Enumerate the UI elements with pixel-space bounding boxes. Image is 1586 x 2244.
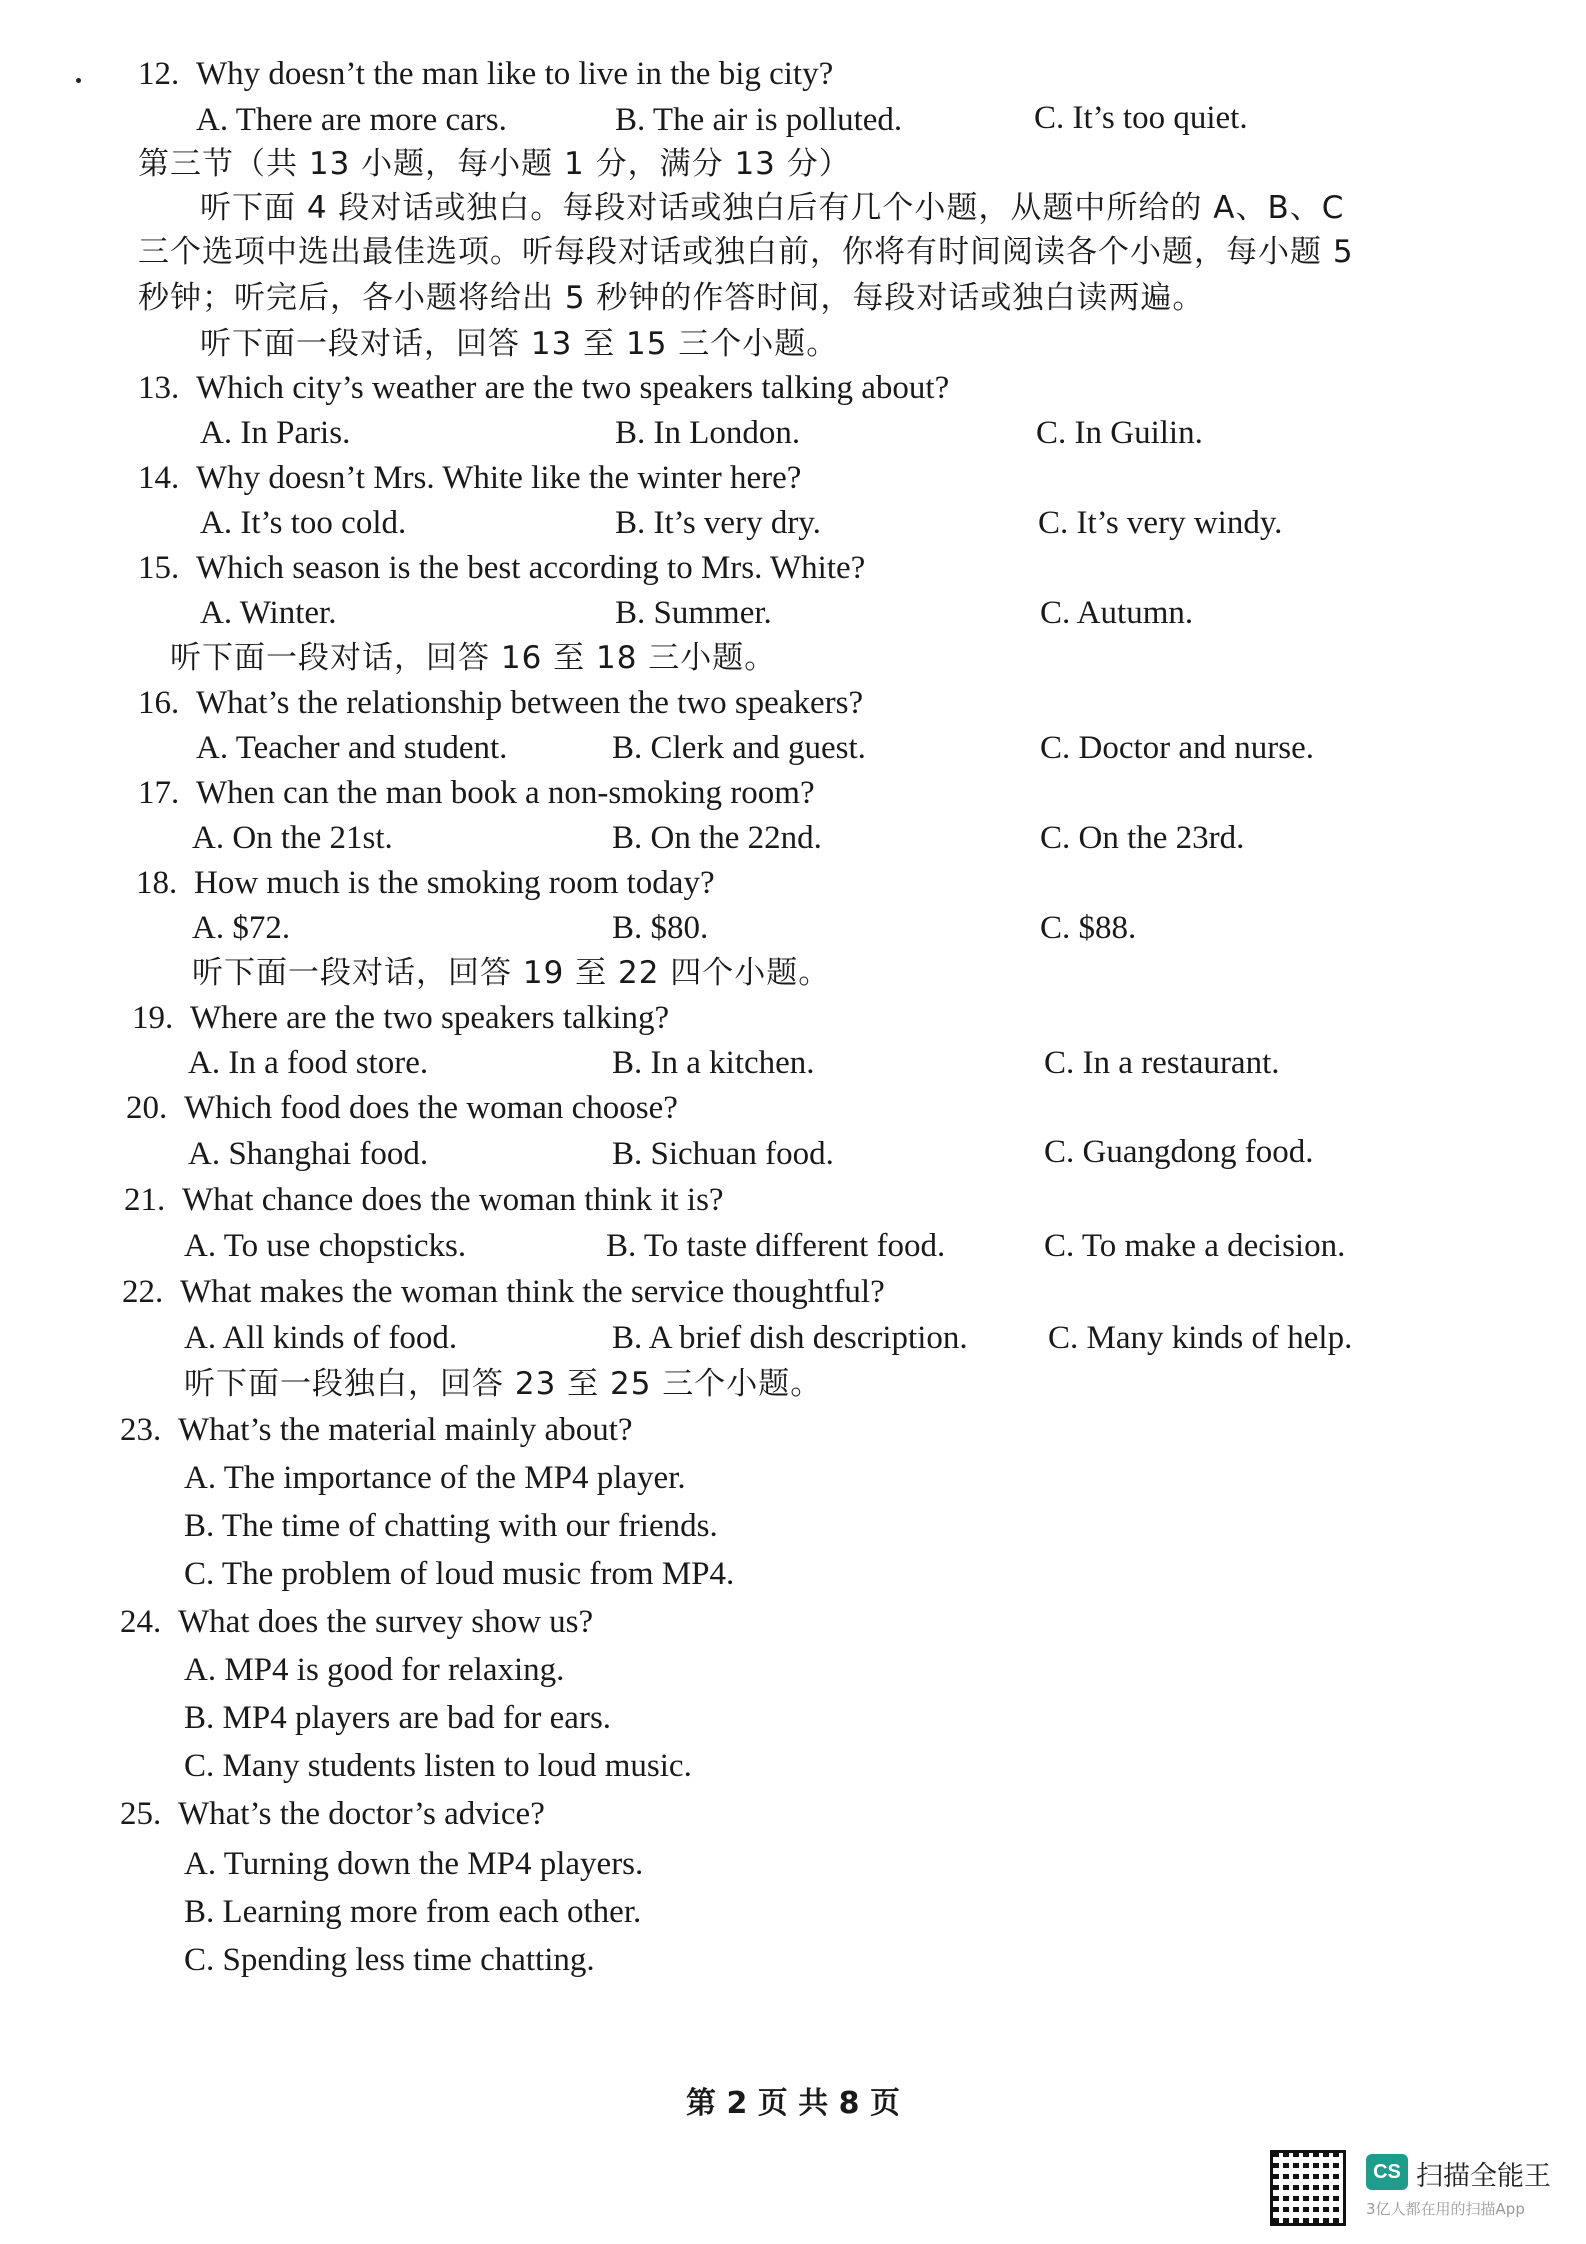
- group-heading-2: 听下面一段对话，回答 16 至 18 三小题。: [170, 640, 777, 676]
- option-12b: B. The air is polluted.: [615, 102, 903, 138]
- option-19a: A. In a food store.: [188, 1045, 429, 1081]
- watermark-brand: 扫描全能王: [1416, 2161, 1551, 2192]
- option-13b: B. In London.: [615, 415, 801, 451]
- question-24: 24. What does the survey show us?: [120, 1604, 594, 1640]
- group-heading-3: 听下面一段对话，回答 19 至 22 四个小题。: [192, 955, 831, 991]
- option-12a: A. There are more cars.: [196, 102, 507, 138]
- option-22c: C. Many kinds of help.: [1048, 1320, 1353, 1356]
- option-15b: B. Summer.: [615, 595, 772, 631]
- option-21a: A. To use chopsticks.: [184, 1228, 467, 1264]
- question-14: 14. Why doesn’t Mrs. White like the winter here?: [138, 460, 802, 496]
- option-17a: A. On the 21st.: [192, 820, 393, 856]
- option-16a: A. Teacher and student.: [196, 730, 508, 766]
- option-20b: B. Sichuan food.: [612, 1136, 834, 1172]
- option-24a: A. MP4 is good for relaxing.: [184, 1652, 565, 1688]
- question-17: 17. When can the man book a non-smoking room?: [138, 775, 815, 811]
- option-22b: B. A brief dish description.: [612, 1320, 968, 1356]
- option-17c: C. On the 23rd.: [1040, 820, 1245, 856]
- question-12: 12. Why doesn’t the man like to live in the big city?: [138, 56, 834, 92]
- option-24b: B. MP4 players are bad for ears.: [184, 1700, 612, 1736]
- instruction-line-2: 三个选项中选出最佳选项。听每段对话或独白前，你将有时间阅读各个小题，每小题 5: [138, 234, 1354, 270]
- instruction-line-1: 听下面 4 段对话或独白。每段对话或独白后有几个小题，从题中所给的 A、B、C: [200, 190, 1345, 226]
- qr-code-icon: [1270, 2150, 1346, 2226]
- option-25a: A. Turning down the MP4 players.: [184, 1846, 644, 1882]
- scanner-watermark: [1270, 2150, 1570, 2230]
- question-20: 20. Which food does the woman choose?: [126, 1090, 678, 1126]
- watermark-tagline: 3亿人都在用的扫描App: [1366, 2200, 1525, 2218]
- section-title: 第三节（共 13 小题，每小题 1 分，满分 13 分）: [138, 146, 851, 182]
- group-heading-1: 听下面一段对话，回答 13 至 15 三个小题。: [200, 326, 839, 362]
- question-22: 22. What makes the woman think the service thoughtful?: [122, 1274, 885, 1310]
- page-number: 第 2 页 共 8 页: [686, 2086, 900, 2121]
- option-15c: C. Autumn.: [1040, 595, 1194, 631]
- option-12c: C. It’s too quiet.: [1034, 100, 1248, 136]
- camscanner-logo-icon: CS: [1366, 2154, 1408, 2190]
- option-18c: C. $88.: [1040, 910, 1137, 946]
- option-19b: B. In a kitchen.: [612, 1045, 815, 1081]
- instruction-line-3: 秒钟；听完后，各小题将给出 5 秒钟的作答时间，每段对话或独白读两遍。: [138, 280, 1205, 316]
- option-14c: C. It’s very windy.: [1038, 505, 1283, 541]
- option-21c: C. To make a decision.: [1044, 1228, 1346, 1264]
- option-14b: B. It’s very dry.: [615, 505, 821, 541]
- option-23b: B. The time of chatting with our friends.: [184, 1508, 718, 1544]
- option-13a: A. In Paris.: [200, 415, 351, 451]
- margin-dot: [76, 78, 81, 83]
- option-18a: A. $72.: [192, 910, 291, 946]
- option-19c: C. In a restaurant.: [1044, 1045, 1280, 1081]
- option-16b: B. Clerk and guest.: [612, 730, 866, 766]
- question-21: 21. What chance does the woman think it is?: [124, 1182, 724, 1218]
- option-20c: C. Guangdong food.: [1044, 1134, 1314, 1170]
- group-heading-4: 听下面一段独白，回答 23 至 25 三个小题。: [184, 1366, 823, 1402]
- question-19: 19. Where are the two speakers talking?: [132, 1000, 670, 1036]
- option-25c: C. Spending less time chatting.: [184, 1942, 595, 1978]
- option-23c: C. The problem of loud music from MP4.: [184, 1556, 735, 1592]
- question-18: 18. How much is the smoking room today?: [136, 865, 715, 901]
- question-13: 13. Which city’s weather are the two speakers talking about?: [138, 370, 950, 406]
- option-25b: B. Learning more from each other.: [184, 1894, 642, 1930]
- question-23: 23. What’s the material mainly about?: [120, 1412, 633, 1448]
- option-23a: A. The importance of the MP4 player.: [184, 1460, 686, 1496]
- option-15a: A. Winter.: [200, 595, 337, 631]
- option-22a: A. All kinds of food.: [184, 1320, 458, 1356]
- option-21b: B. To taste different food.: [606, 1228, 946, 1264]
- question-25: 25. What’s the doctor’s advice?: [120, 1796, 545, 1832]
- option-17b: B. On the 22nd.: [612, 820, 822, 856]
- option-20a: A. Shanghai food.: [188, 1136, 429, 1172]
- option-18b: B. $80.: [612, 910, 709, 946]
- question-15: 15. Which season is the best according to Mrs. White?: [138, 550, 866, 586]
- option-13c: C. In Guilin.: [1036, 415, 1203, 451]
- option-24c: C. Many students listen to loud music.: [184, 1748, 692, 1784]
- option-16c: C. Doctor and nurse.: [1040, 730, 1315, 766]
- question-16: 16. What’s the relationship between the two speakers?: [138, 685, 864, 721]
- option-14a: A. It’s too cold.: [200, 505, 407, 541]
